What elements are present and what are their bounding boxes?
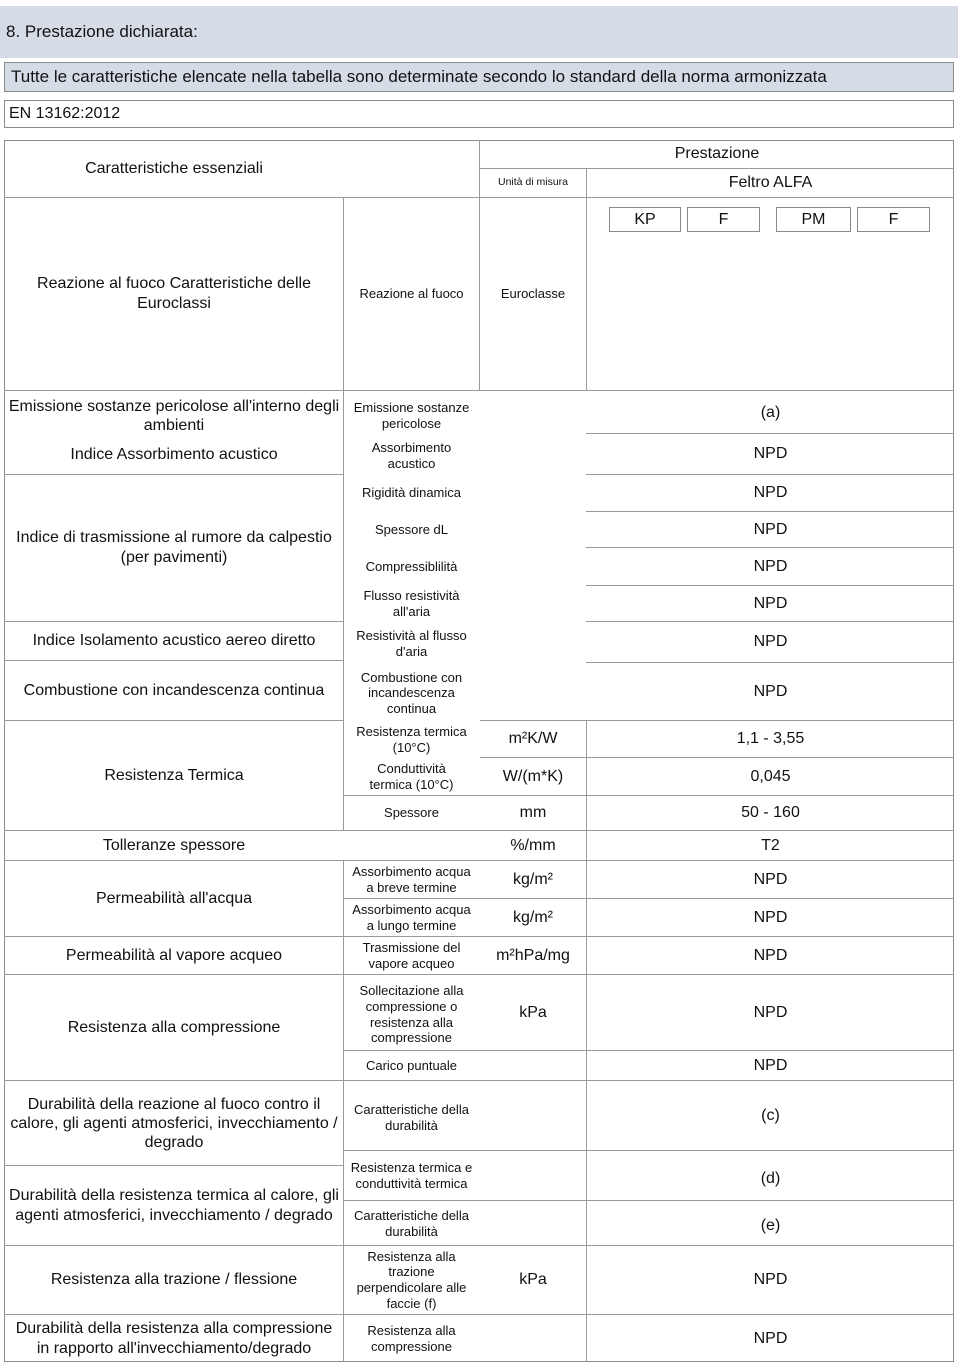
standard-text: EN 13162:2012	[9, 105, 121, 122]
short-term-absorption-unit: kg/m²	[513, 870, 553, 888]
thickness-value: 50 - 160	[741, 804, 800, 822]
compressibility-value: NPD	[753, 557, 788, 575]
durability-thermal-characteristic: Durabilità della resistenza termica al calore, gli agenti atmosferici, invecchiamento / degrado	[9, 1187, 339, 1224]
fire-reaction-sub: Reazione al fuoco	[359, 285, 464, 301]
vapour-transmission-value: NPD	[753, 946, 788, 964]
tolerance-characteristic: Tolleranze spessore	[102, 836, 246, 854]
tolerance-unit: %/mm	[510, 836, 556, 854]
point-load-value: NPD	[753, 1056, 788, 1074]
short-term-absorption-value: NPD	[753, 870, 788, 888]
standard-bar	[4, 100, 954, 128]
vapour-transmission-unit: m²hPa/mg	[496, 946, 570, 964]
durability-fire-sub: Caratteristiche della durabilità	[354, 1101, 469, 1133]
tensile-sub: Resistenza alla trazione perpendicolare alle faccie (f)	[356, 1248, 467, 1311]
thickness-sub: Spessore	[384, 805, 439, 821]
airflow-resistivity-sub: Resistività al flusso d'aria	[356, 628, 467, 659]
airflow-value: NPD	[753, 594, 788, 612]
long-term-absorption-value: NPD	[753, 908, 788, 926]
compressibility-sub: Compressiblilità	[365, 558, 458, 574]
durability-compression-characteristic: Durabilità della resistenza alla compressione in rapporto all'invecchiamento/degrado	[15, 1320, 333, 1357]
thickness-dl-sub: Spessore dL	[375, 521, 448, 537]
col-performance: Prestazione	[674, 145, 760, 163]
resistance-value: 1,1 - 3,55	[736, 730, 805, 748]
tolerance-value: T2	[761, 836, 780, 854]
statement-bar	[4, 62, 954, 92]
glow-value: NPD	[753, 682, 788, 700]
absorption-characteristic: Indice Assorbimento acustico	[70, 446, 278, 464]
absorption-sub: Assorbimento acustico	[371, 440, 452, 471]
long-term-absorption-unit: kg/m²	[513, 908, 553, 926]
absorption-value: NPD	[753, 445, 788, 463]
code-box-kp: KP	[609, 207, 681, 232]
durability-thermal-sub-1: Resistenza termica e conduttività termica	[350, 1159, 473, 1191]
glow-characteristic: Combustione con incandescenza continua	[23, 681, 325, 699]
airborne-characteristic: Indice Isolamento acustico aereo diretto	[32, 632, 316, 650]
compression-sub: Sollecitazione alla compressione o resistenza alla compressione	[359, 983, 464, 1046]
emission-value: (a)	[760, 404, 781, 422]
fire-reaction-characteristic: Reazione al fuoco Caratteristiche delle Euroclassi	[37, 275, 311, 312]
section-title: 8. Prestazione dichiarata:	[6, 22, 198, 41]
compression-unit: kPa	[519, 1003, 547, 1021]
emission-characteristic: Emissione sostanze pericolose all'interno degli ambienti	[8, 397, 340, 434]
code-box-f1: F	[687, 207, 760, 232]
conductivity-unit: W/(m*K)	[502, 767, 564, 785]
compression-value: NPD	[753, 1003, 788, 1021]
col-unit-of-measure: Unità di misura	[497, 176, 569, 189]
durability-thermal-sub-2: Caratteristiche della durabilità	[354, 1207, 469, 1239]
rigidity-sub: Rigidità dinamica	[362, 485, 461, 501]
airflow-sub: Flusso resistività all'aria	[363, 588, 460, 619]
water-permeability-characteristic: Permeabilità all'acqua	[95, 889, 253, 907]
durability-compression-sub: Resistenza alla compressione	[367, 1322, 456, 1354]
thermal-resistance-characteristic: Resistenza Termica	[104, 766, 244, 784]
resistance-sub: Resistenza termica (10°C)	[356, 724, 467, 755]
code-box-f2: F	[857, 207, 930, 232]
glow-sub: Combustione con incandescenza continua	[360, 669, 463, 716]
point-load-sub: Carico puntuale	[365, 1057, 458, 1073]
vapour-permeability-characteristic: Permeabilità al vapore acqueo	[65, 946, 283, 964]
emission-sub: Emissione sostanze pericolose	[353, 400, 470, 431]
durability-thermal-value-1: (d)	[760, 1169, 781, 1187]
statement-text: Tutte le caratteristiche elencate nella tabella sono determinate secondo lo standard della norma armonizzata	[11, 67, 827, 86]
thickness-unit: mm	[519, 804, 547, 822]
conductivity-value: 0,045	[750, 767, 791, 785]
durability-fire-value: (c)	[761, 1106, 780, 1124]
col-essential-characteristics: Caratteristiche essenziali	[85, 159, 263, 177]
thickness-dl-value: NPD	[753, 520, 788, 538]
tensile-characteristic: Resistenza alla trazione / flessione	[50, 1271, 298, 1289]
fire-reaction-unit: Euroclasse	[500, 285, 566, 301]
durability-compression-value: NPD	[753, 1329, 788, 1347]
tensile-unit: kPa	[519, 1271, 547, 1289]
tensile-value: NPD	[753, 1271, 788, 1289]
resistance-unit: m²K/W	[508, 730, 558, 748]
airflow-resistivity-value: NPD	[753, 633, 788, 651]
short-term-absorption-sub: Assorbimento acqua a breve termine	[352, 863, 471, 895]
conductivity-sub: Conduttività termica (10°C)	[369, 760, 454, 792]
col-product-name: Feltro ALFA	[728, 173, 813, 191]
durability-fire-characteristic: Durabilità della reazione al fuoco contro il calore, gli agenti atmosferici, invecchiamento / degrado	[10, 1095, 338, 1152]
rigidity-value: NPD	[753, 484, 788, 502]
code-box-pm: PM	[776, 207, 851, 232]
durability-thermal-value-2: (e)	[760, 1216, 781, 1234]
long-term-absorption-sub: Assorbimento acqua a lungo termine	[352, 901, 471, 933]
section-title-bar	[0, 6, 958, 58]
vapour-transmission-sub: Trasmissione del vapore acqueo	[362, 939, 461, 971]
impact-noise-characteristic: Indice di trasmissione al rumore da calpestio (per pavimenti)	[16, 529, 332, 566]
compression-characteristic: Resistenza alla compressione	[67, 1018, 281, 1036]
